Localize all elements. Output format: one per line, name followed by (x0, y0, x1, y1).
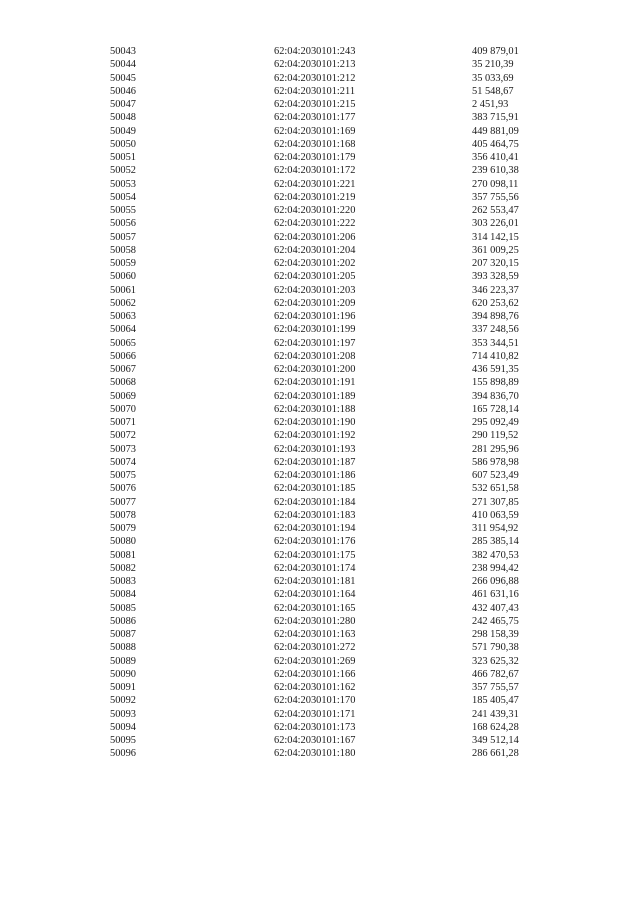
cadastral-number: 62:04:2030101:163 (274, 629, 356, 640)
cadastral-value: 357 755,56 (472, 191, 519, 203)
cadastral-number: 62:04:2030101:199 (274, 324, 356, 336)
table-row (0, 694, 640, 707)
table-row (0, 655, 640, 668)
cadastral-number: 62:04:2030101:194 (274, 523, 356, 534)
cadastral-number: 62:04:2030101:272 (274, 642, 356, 654)
cadastral-number: 62:04:2030101:188 (274, 403, 356, 415)
cadastral-number: 62:04:2030101:221 (274, 178, 356, 190)
table-row (0, 350, 640, 363)
table-row (0, 284, 640, 297)
table-row (0, 615, 640, 628)
cadastral-number: 62:04:2030101:171 (274, 708, 356, 720)
row-number: 50067 (110, 364, 136, 375)
table-row (0, 416, 640, 429)
row-number: 50052 (110, 165, 136, 177)
table-row (0, 138, 640, 151)
table-row (0, 111, 640, 124)
cadastral-value: 262 553,47 (472, 205, 519, 216)
cadastral-value: 461 631,16 (472, 589, 519, 601)
row-number: 50059 (110, 258, 136, 269)
cadastral-value: 290 119,52 (472, 430, 519, 442)
row-number: 50084 (110, 589, 136, 601)
table-row (0, 125, 640, 138)
table-row (0, 535, 640, 548)
cadastral-number: 62:04:2030101:280 (274, 615, 356, 627)
cadastral-value: 405 464,75 (472, 138, 519, 150)
table-row (0, 297, 640, 310)
cadastral-value-table (0, 45, 640, 761)
row-number: 50069 (110, 390, 136, 402)
table-row (0, 443, 640, 456)
cadastral-number: 62:04:2030101:164 (274, 589, 356, 601)
cadastral-number: 62:04:2030101:208 (274, 350, 356, 362)
cadastral-value: 436 591,35 (472, 364, 519, 375)
cadastral-number: 62:04:2030101:189 (274, 390, 356, 402)
table-row (0, 628, 640, 641)
row-number: 50055 (110, 205, 136, 216)
row-number: 50050 (110, 138, 136, 150)
table-row (0, 588, 640, 601)
cadastral-number: 62:04:2030101:197 (274, 337, 356, 349)
cadastral-number: 62:04:2030101:213 (274, 59, 356, 71)
cadastral-value: 185 405,47 (472, 695, 519, 707)
cadastral-value: 51 548,67 (472, 85, 514, 97)
table-row (0, 641, 640, 654)
cadastral-value: 394 898,76 (472, 311, 519, 322)
row-number: 50082 (110, 562, 136, 574)
cadastral-value: 35 210,39 (472, 59, 514, 71)
row-number: 50064 (110, 324, 136, 336)
cadastral-number: 62:04:2030101:170 (274, 695, 356, 707)
cadastral-number: 62:04:2030101:209 (274, 297, 356, 309)
row-number: 50091 (110, 682, 136, 693)
row-number: 50058 (110, 244, 136, 256)
row-number: 50080 (110, 536, 136, 548)
row-number: 50090 (110, 668, 136, 680)
cadastral-number: 62:04:2030101:185 (274, 483, 356, 495)
table-row (0, 734, 640, 747)
row-number: 50048 (110, 112, 136, 124)
cadastral-number: 62:04:2030101:184 (274, 496, 356, 508)
row-number: 50051 (110, 152, 136, 163)
table-row (0, 549, 640, 562)
cadastral-number: 62:04:2030101:175 (274, 549, 356, 561)
cadastral-value: 285 385,14 (472, 536, 519, 548)
cadastral-value: 298 158,39 (472, 629, 519, 640)
table-row (0, 244, 640, 257)
cadastral-number: 62:04:2030101:166 (274, 668, 356, 680)
cadastral-number: 62:04:2030101:176 (274, 536, 356, 548)
cadastral-number: 62:04:2030101:180 (274, 748, 356, 760)
row-number: 50087 (110, 629, 136, 640)
cadastral-number: 62:04:2030101:167 (274, 735, 356, 746)
cadastral-value: 241 439,31 (472, 708, 519, 720)
cadastral-value: 281 295,96 (472, 443, 519, 455)
table-row (0, 403, 640, 416)
row-number: 50061 (110, 284, 136, 296)
cadastral-number: 62:04:2030101:172 (274, 165, 356, 177)
cadastral-number: 62:04:2030101:174 (274, 562, 356, 574)
row-number: 50076 (110, 483, 136, 495)
cadastral-value: 337 248,56 (472, 324, 519, 336)
cadastral-number: 62:04:2030101:222 (274, 218, 356, 230)
table-row (0, 323, 640, 336)
table-row (0, 204, 640, 217)
cadastral-value: 383 715,91 (472, 112, 519, 124)
cadastral-value: 394 836,70 (472, 390, 519, 402)
table-row (0, 45, 640, 58)
cadastral-value: 168 624,28 (472, 721, 519, 733)
cadastral-value: 303 226,01 (472, 218, 519, 230)
table-row (0, 469, 640, 482)
row-number: 50066 (110, 350, 136, 362)
cadastral-value: 586 978,98 (472, 456, 519, 468)
table-row (0, 429, 640, 442)
cadastral-number: 62:04:2030101:181 (274, 576, 356, 587)
table-row (0, 310, 640, 323)
cadastral-number: 62:04:2030101:212 (274, 72, 356, 84)
table-row (0, 164, 640, 177)
cadastral-value: 35 033,69 (472, 72, 514, 84)
row-number: 50043 (110, 46, 136, 57)
cadastral-value: 449 881,09 (472, 125, 519, 137)
row-number: 50053 (110, 178, 136, 190)
cadastral-number: 62:04:2030101:190 (274, 417, 356, 428)
row-number: 50074 (110, 456, 136, 468)
table-row (0, 708, 640, 721)
table-row (0, 270, 640, 283)
table-row (0, 602, 640, 615)
cadastral-value: 314 142,15 (472, 231, 519, 243)
cadastral-number: 62:04:2030101:219 (274, 191, 356, 203)
row-number: 50073 (110, 443, 136, 455)
row-number: 50045 (110, 72, 136, 84)
cadastral-value: 357 755,57 (472, 682, 519, 693)
cadastral-number: 62:04:2030101:169 (274, 125, 356, 137)
table-row (0, 337, 640, 350)
table-row (0, 257, 640, 270)
cadastral-value: 382 470,53 (472, 549, 519, 561)
row-number: 50079 (110, 523, 136, 534)
row-number: 50054 (110, 191, 136, 203)
cadastral-number: 62:04:2030101:168 (274, 138, 356, 150)
cadastral-value: 356 410,41 (472, 152, 519, 163)
cadastral-number: 62:04:2030101:206 (274, 231, 356, 243)
table-row (0, 85, 640, 98)
cadastral-number: 62:04:2030101:183 (274, 509, 356, 521)
cadastral-number: 62:04:2030101:220 (274, 205, 356, 216)
table-row (0, 509, 640, 522)
cadastral-number: 62:04:2030101:243 (274, 46, 356, 57)
cadastral-value: 207 320,15 (472, 258, 519, 269)
row-number: 50065 (110, 337, 136, 349)
cadastral-value: 532 651,58 (472, 483, 519, 495)
table-row (0, 747, 640, 760)
cadastral-number: 62:04:2030101:205 (274, 271, 356, 283)
row-number: 50070 (110, 403, 136, 415)
row-number: 50044 (110, 59, 136, 71)
row-number: 50063 (110, 311, 136, 322)
table-row (0, 72, 640, 85)
cadastral-value: 571 790,38 (472, 642, 519, 654)
cadastral-number: 62:04:2030101:204 (274, 244, 356, 256)
cadastral-number: 62:04:2030101:211 (274, 85, 356, 97)
table-row (0, 522, 640, 535)
cadastral-value: 346 223,37 (472, 284, 519, 296)
cadastral-value: 466 782,67 (472, 668, 519, 680)
row-number: 50056 (110, 218, 136, 230)
cadastral-value: 286 661,28 (472, 748, 519, 760)
row-number: 50095 (110, 735, 136, 746)
cadastral-value: 270 098,11 (472, 178, 519, 190)
table-row (0, 191, 640, 204)
cadastral-value: 311 954,92 (472, 523, 519, 534)
cadastral-number: 62:04:2030101:202 (274, 258, 356, 269)
row-number: 50057 (110, 231, 136, 243)
table-row (0, 496, 640, 509)
row-number: 50049 (110, 125, 136, 137)
cadastral-value: 271 307,85 (472, 496, 519, 508)
row-number: 50047 (110, 99, 136, 110)
cadastral-value: 239 610,38 (472, 165, 519, 177)
row-number: 50093 (110, 708, 136, 720)
row-number: 50072 (110, 430, 136, 442)
cadastral-value: 295 092,49 (472, 417, 519, 428)
cadastral-number: 62:04:2030101:191 (274, 377, 356, 389)
row-number: 50046 (110, 85, 136, 97)
cadastral-number: 62:04:2030101:177 (274, 112, 356, 124)
cadastral-number: 62:04:2030101:179 (274, 152, 356, 163)
cadastral-value: 165 728,14 (472, 403, 519, 415)
table-row (0, 482, 640, 495)
cadastral-number: 62:04:2030101:193 (274, 443, 356, 455)
row-number: 50060 (110, 271, 136, 283)
row-number: 50089 (110, 655, 136, 667)
row-number: 50075 (110, 470, 136, 481)
cadastral-value: 353 344,51 (472, 337, 519, 349)
row-number: 50078 (110, 509, 136, 521)
row-number: 50086 (110, 615, 136, 627)
row-number: 50094 (110, 721, 136, 733)
cadastral-number: 62:04:2030101:165 (274, 602, 356, 614)
cadastral-value: 620 253,62 (472, 297, 519, 309)
table-row (0, 231, 640, 244)
cadastral-value: 238 994,42 (472, 562, 519, 574)
cadastral-value: 714 410,82 (472, 350, 519, 362)
table-row (0, 668, 640, 681)
row-number: 50077 (110, 496, 136, 508)
cadastral-number: 62:04:2030101:203 (274, 284, 356, 296)
table-row (0, 98, 640, 111)
table-row (0, 178, 640, 191)
cadastral-number: 62:04:2030101:196 (274, 311, 356, 322)
row-number: 50085 (110, 602, 136, 614)
cadastral-number: 62:04:2030101:162 (274, 682, 356, 693)
cadastral-value: 410 063,59 (472, 509, 519, 521)
row-number: 50092 (110, 695, 136, 707)
cadastral-value: 242 465,75 (472, 615, 519, 627)
table-row (0, 681, 640, 694)
table-row (0, 217, 640, 230)
table-row (0, 376, 640, 389)
table-row (0, 562, 640, 575)
row-number: 50096 (110, 748, 136, 760)
cadastral-number: 62:04:2030101:173 (274, 721, 356, 733)
cadastral-value: 409 879,01 (472, 46, 519, 57)
cadastral-number: 62:04:2030101:186 (274, 470, 356, 481)
cadastral-value: 155 898,89 (472, 377, 519, 389)
cadastral-number: 62:04:2030101:269 (274, 655, 356, 667)
cadastral-value: 393 328,59 (472, 271, 519, 283)
row-number: 50088 (110, 642, 136, 654)
table-row (0, 390, 640, 403)
table-row (0, 575, 640, 588)
table-row (0, 58, 640, 71)
table-row (0, 456, 640, 469)
table-row (0, 151, 640, 164)
row-number: 50068 (110, 377, 136, 389)
row-number: 50062 (110, 297, 136, 309)
cadastral-value: 432 407,43 (472, 602, 519, 614)
cadastral-value: 361 009,25 (472, 244, 519, 256)
cadastral-value: 2 451,93 (472, 99, 509, 110)
cadastral-value: 266 096,88 (472, 576, 519, 587)
cadastral-value: 607 523,49 (472, 470, 519, 481)
cadastral-value: 349 512,14 (472, 735, 519, 746)
table-row (0, 721, 640, 734)
row-number: 50083 (110, 576, 136, 587)
cadastral-value: 323 625,32 (472, 655, 519, 667)
cadastral-number: 62:04:2030101:192 (274, 430, 356, 442)
table-row (0, 363, 640, 376)
cadastral-number: 62:04:2030101:215 (274, 99, 356, 110)
row-number: 50071 (110, 417, 136, 428)
cadastral-number: 62:04:2030101:187 (274, 456, 356, 468)
cadastral-number: 62:04:2030101:200 (274, 364, 356, 375)
row-number: 50081 (110, 549, 136, 561)
